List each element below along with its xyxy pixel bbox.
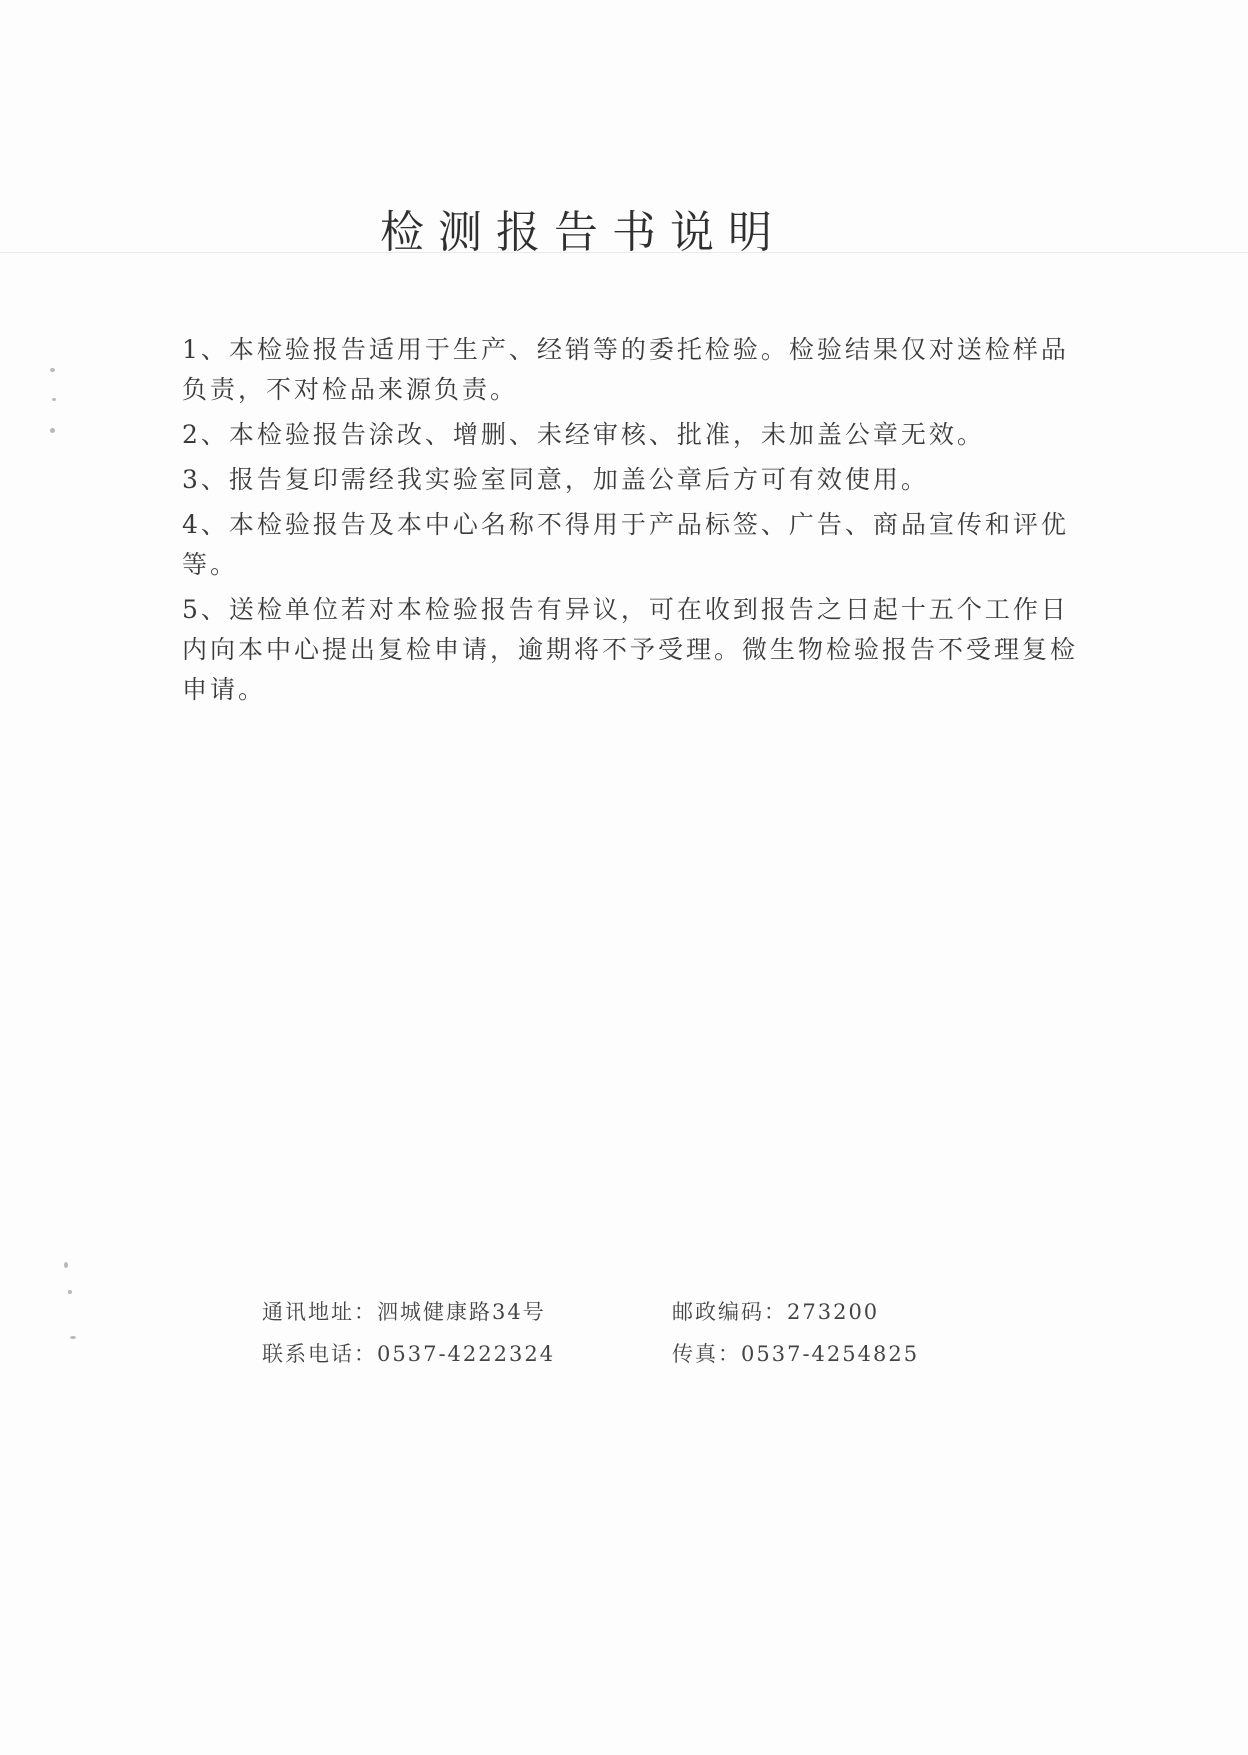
scan-speck bbox=[64, 1262, 68, 1268]
phone-text: 联系电话：0537-4222324 bbox=[262, 1342, 556, 1366]
fax-text: 传真：0537-4254825 bbox=[672, 1342, 920, 1366]
contact-footer bbox=[262, 1290, 982, 1374]
note-item: 1、本检验报告适用于生产、经销等的委托检验。检验结果仅对送检样品负责，不对检品来源负责。 bbox=[182, 335, 1069, 404]
note-item: 5、送检单位若对本检验报告有异议，可在收到报告之日起十五个工作日内向本中心提出复检申请，逾期将不予受理。微生物检验报告不受理复检申请。 bbox=[182, 595, 1079, 704]
scan-speck bbox=[50, 368, 55, 372]
postal-code-text: 邮政编码：273200 bbox=[672, 1300, 880, 1324]
scan-speck bbox=[70, 1336, 76, 1339]
note-item: 2、本检验报告涂改、增删、未经审核、批准，未加盖公章无效。 bbox=[182, 420, 985, 449]
note-item: 3、报告复印需经我实验室同意，加盖公章后方可有效使用。 bbox=[182, 465, 929, 494]
scan-speck bbox=[50, 428, 55, 433]
footer-row bbox=[262, 1290, 982, 1332]
page-title: 检测报告书说明 bbox=[380, 207, 786, 258]
scan-speck bbox=[52, 398, 56, 401]
note-item: 4、本检验报告及本中心名称不得用于产品标签、广告、商品宣传和评优等。 bbox=[182, 510, 1069, 579]
footer-row bbox=[262, 1332, 982, 1374]
notes-list bbox=[182, 330, 1082, 715]
address-text: 通讯地址：泗城健康路34号 bbox=[262, 1300, 546, 1324]
scan-speck bbox=[68, 1290, 72, 1294]
